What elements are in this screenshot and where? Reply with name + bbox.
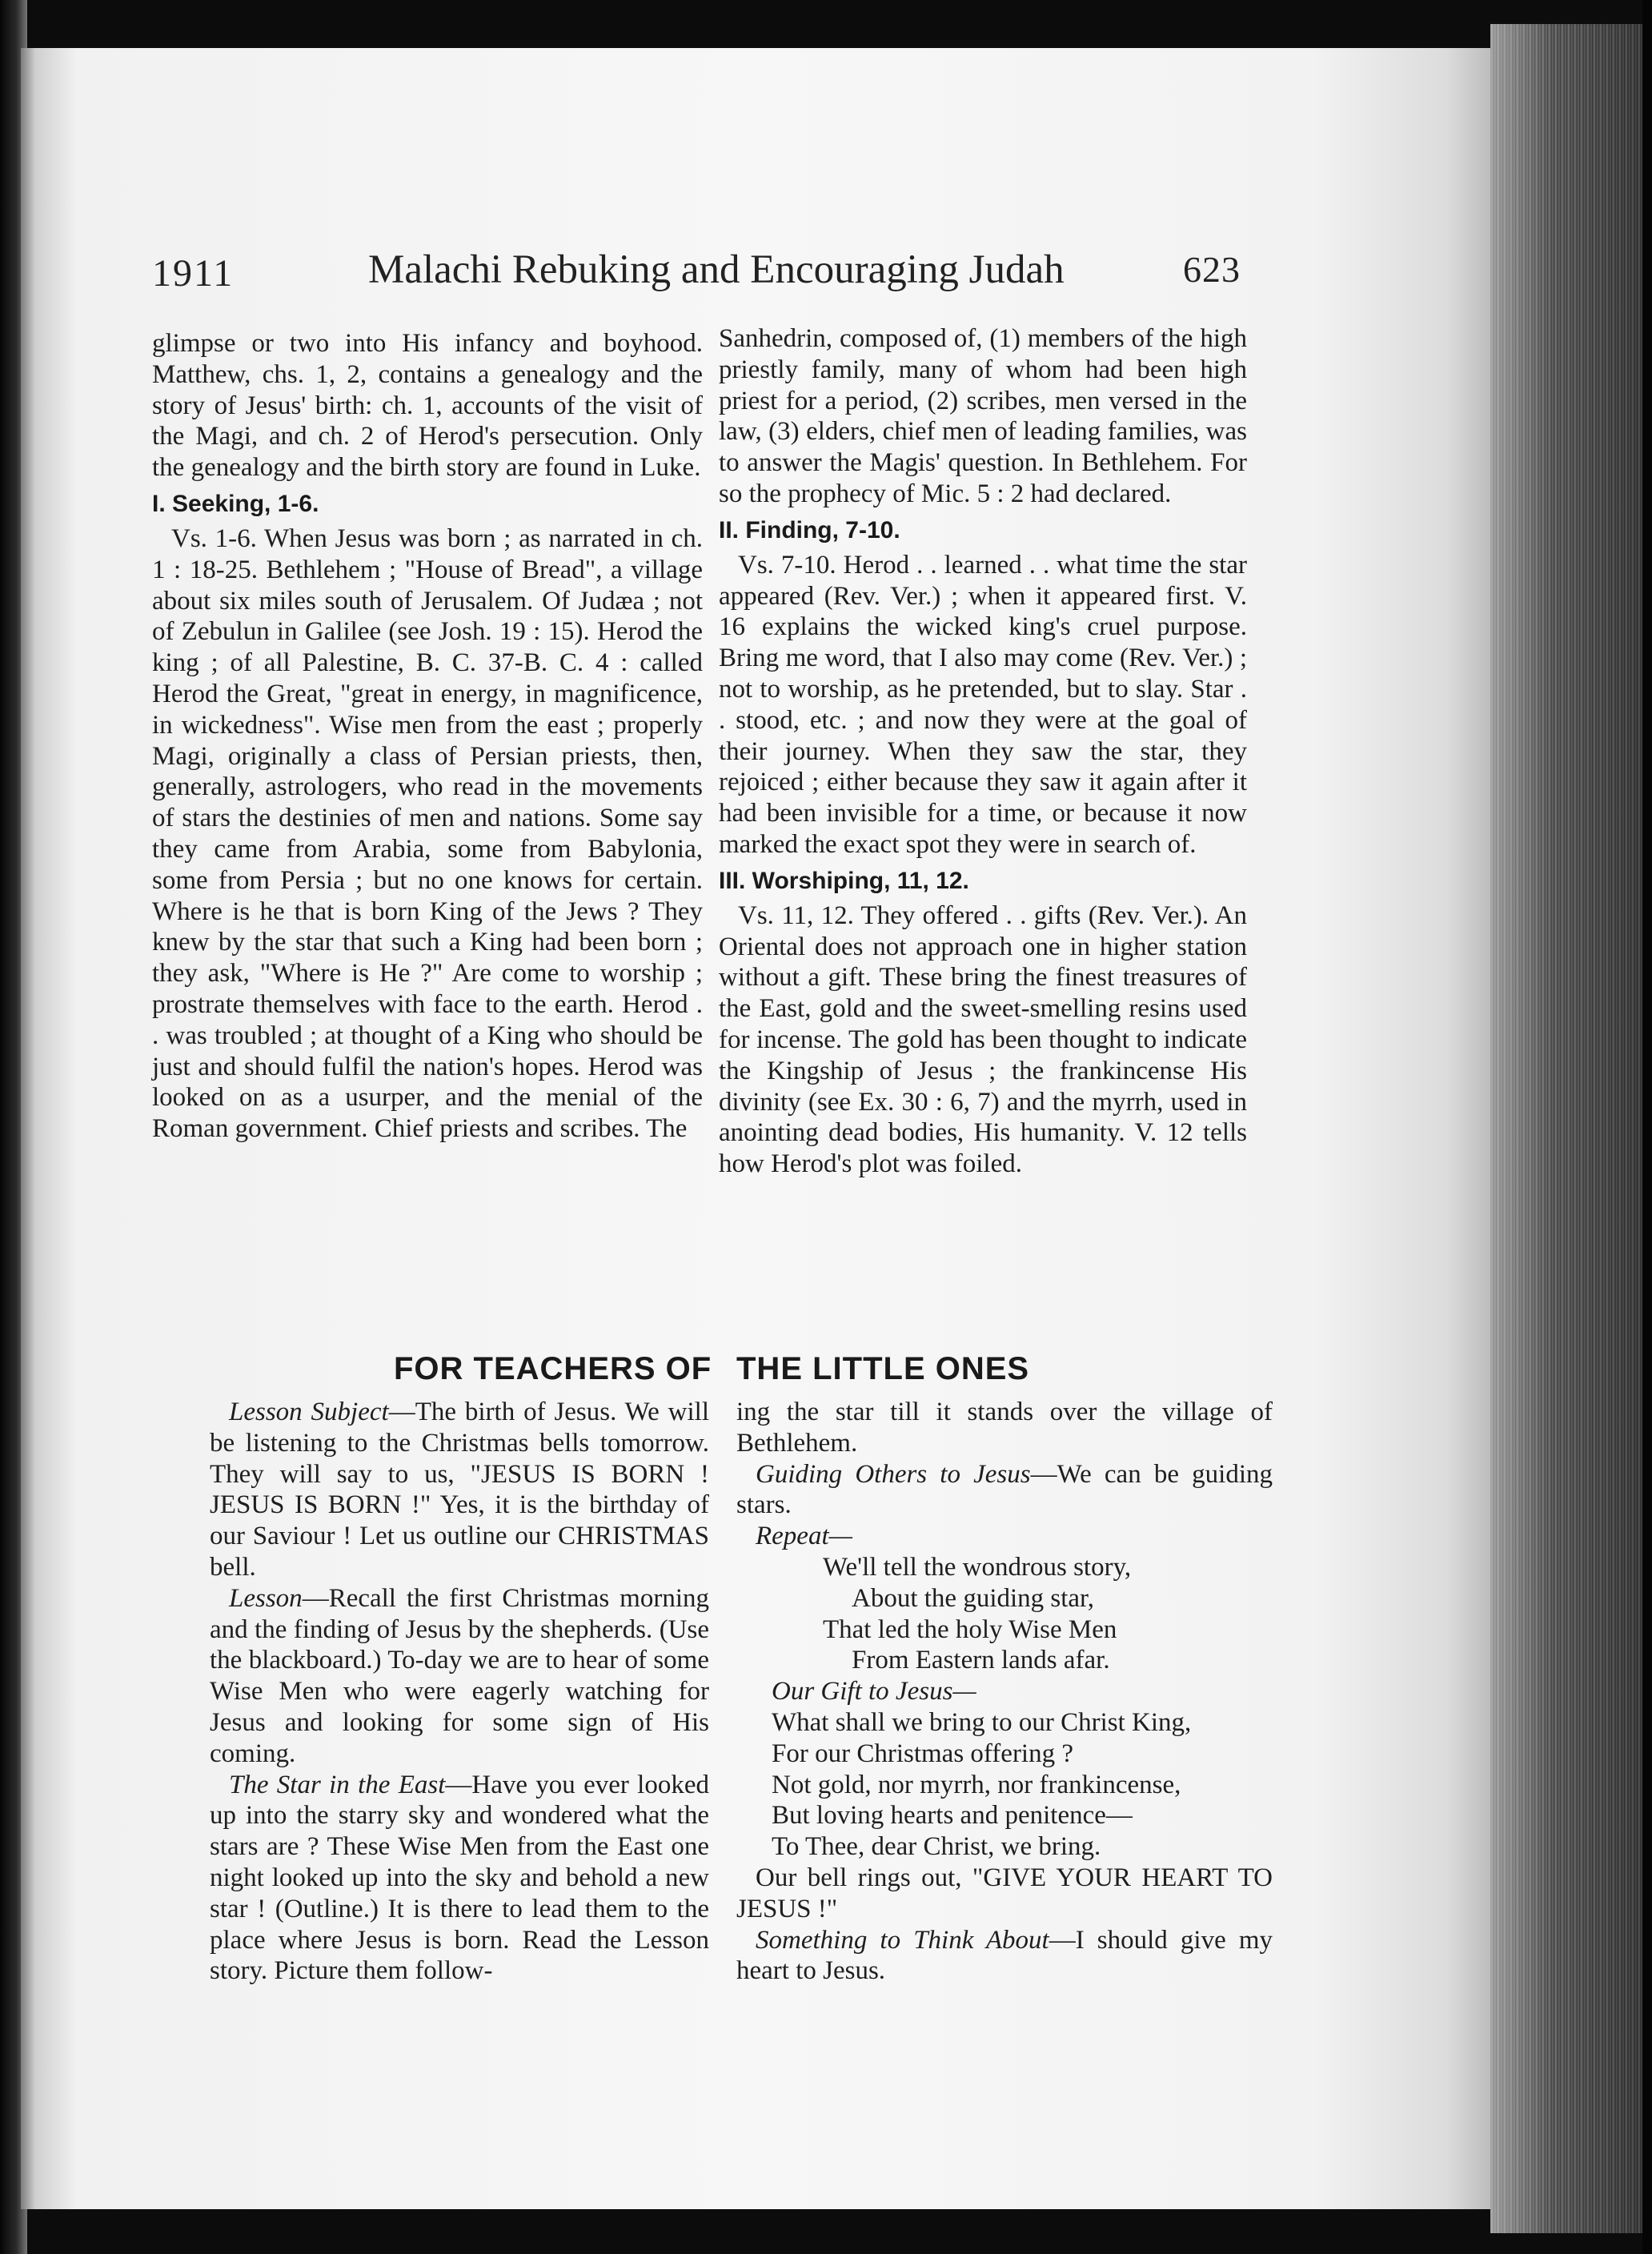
gift-line: What shall we bring to our Christ King,	[772, 1707, 1192, 1737]
gift-line: But loving hearts and penitence—	[772, 1801, 1133, 1831]
seeking-continued-paragraph: Sanhedrin, composed of, (1) members of the high priestly family, many of whom had been high priest for a period, (2) scribes, men versed in the law, (3) elders, chief men of leading families, was to answer the Magis' question. In Bethlehem. For so the prophecy of Mic. 5 : 2 had declared.	[719, 324, 1247, 508]
verse-line: From Eastern lands afar.	[852, 1646, 1110, 1675]
verse-line: We'll tell the wondrous story,	[823, 1552, 1132, 1582]
page-number: 623	[1183, 249, 1241, 290]
running-head-title: Malachi Rebuking and Encouraging Judah	[368, 247, 1065, 292]
verse-line: About the guiding star,	[852, 1583, 1094, 1613]
star-in-east-label: The Star in the East	[229, 1770, 446, 1799]
repeat-label: Repeat—	[756, 1522, 852, 1551]
star-in-east-paragraph	[210, 1770, 709, 1987]
finding-paragraph: Vs. 7-10. Herod . . learned . . what time the star appeared (Rev. Ver.) ; when it appeared first. V. 16 explains the wicked king's cruel purpose. Bring me word, that I also may come (Rev. Ver.) ; not to worship, as he pretended, but to slay. Star . . stood, etc. ; and now they were at the goal of their journey. When they saw the star, they rejoiced ; either because they saw it again after it had been invisible for a time, or because it now marked the exact spot they were in search of.	[719, 550, 1247, 859]
guiding-others-paragraph	[736, 1459, 1273, 1522]
running-head-year: 1911	[152, 252, 235, 295]
section-heading-seeking: I. Seeking, 1-6.	[152, 490, 319, 517]
star-in-east-text: —Have you ever looked up into the starry sky and wondered what the stars are ? These Wise Men from the East one night looked up into the sky and behold a new star ! (Outline.) It is there to lead them to the place where Jesus is born. Read the Lesson story. Picture them follow-	[210, 1770, 709, 1986]
gift-line: To Thee, dear Christ, we bring.	[772, 1832, 1101, 1862]
teachers-heading-part-2: THE LITTLE ONES	[736, 1351, 1030, 1386]
section-heading-finding: II. Finding, 7-10.	[719, 516, 900, 543]
exposition-column-right	[719, 323, 1247, 1180]
think-about-paragraph	[736, 1925, 1273, 1987]
gift-line: Not gold, nor myrrh, nor frankincense,	[772, 1770, 1181, 1799]
gift-line: For our Christmas offering ?	[772, 1739, 1074, 1768]
exposition-column-left	[152, 328, 703, 1145]
teachers-column-right	[736, 1397, 1273, 1987]
running-head	[152, 240, 1257, 304]
teachers-column-left	[210, 1397, 709, 1987]
lesson-subject-text: —The birth of Jesus. We will be listening to the Christmas bells tomorrow. They will say to us, "JESUS IS BORN ! JESUS IS BORN !" Yes, it is the birthday of our Saviour ! Let us outline our CHRISTMAS bell.	[210, 1398, 710, 1582]
think-about-label: Something to Think About	[756, 1925, 1049, 1955]
teachers-heading	[384, 1346, 1105, 1394]
section-heading-worshiping: III. Worshiping, 11, 12.	[719, 867, 969, 894]
lesson-label: Lesson	[229, 1583, 303, 1613]
star-continued-paragraph: ing the star till it stands over the village of Bethlehem.	[736, 1398, 1273, 1458]
verse-line: That led the holy Wise Men	[823, 1614, 1117, 1644]
bell-paragraph: Our bell rings out, "GIVE YOUR HEART TO JESUS !"	[736, 1863, 1273, 1923]
intro-paragraph: glimpse or two into His infancy and boyhood. Matthew, chs. 1, 2, contains a genealogy and the story of Jesus' birth: ch. 1, accounts of the visit of the Magi, and ch. 2 of Herod's persecution. Only the genealogy and the birth story are found in Luke.	[152, 329, 703, 483]
lesson-paragraph	[210, 1583, 709, 1770]
lesson-subject-paragraph	[210, 1397, 709, 1583]
guiding-others-text: —We can be guiding stars.	[736, 1459, 1273, 1520]
guiding-others-label: Guiding Others to Jesus	[756, 1459, 1031, 1489]
lesson-subject-label: Lesson Subject	[229, 1398, 389, 1426]
scan-border	[1642, 0, 1652, 2254]
gift-label: Our Gift to Jesus—	[772, 1677, 976, 1707]
page-stack-shade	[1490, 24, 1642, 2233]
think-about-text: —I should give my heart to Jesus.	[736, 1925, 1273, 1986]
lesson-text: —Recall the first Christmas morning and the finding of Jesus by the shepherds. (Use the blackboard.) To-day we are to hear of some Wise Men who were eagerly watching for Jesus and looking for some sign of His coming.	[210, 1583, 709, 1768]
seeking-paragraph: Vs. 1-6. When Jesus was born ; as narrated in ch. 1 : 18-25. Bethlehem ; "House of Bread", a village about six miles south of Jerusalem. Of Judæa ; not of Zebulun in Galilee (see Josh. 19 : 15). Herod the king ; of all Palestine, B. C. 37-B. C. 4 : called Herod the Great, "great in energy, in magnificence, in wickedness". Wise men from the east ; properly Magi, originally a class of Persian priests, then, generally, astrologers, who read in the movements of stars the destinies of men and nations. Some say they came from Arabia, some from Babylonia, some from Persia ; but no one knows for certain. Where is he that is born King of the Jews ? They knew by the star that such a King had been born ; they ask, "Where is He ?" Are come to worship ; prostrate themselves with face to the earth. Herod . . was troubled ; at thought of a King who should be just and should fulfil the nation's hopes. Herod was looked on as a usurper, and the menial of the Roman government. Chief priests and scribes. The	[152, 523, 703, 1144]
worshiping-paragraph: Vs. 11, 12. They offered . . gifts (Rev. Ver.). An Oriental does not approach one in higher station without a gift. These bring the finest treasures of the East, gold and the sweet-smelling resins used for incense. The gold has been thought to indicate the Kingship of Jesus ; the frankincense His divinity (see Ex. 30 : 6, 7) and the myrrh, used in anointing dead bodies, His humanity. V. 12 tells how Herod's plot was foiled.	[719, 900, 1247, 1179]
teachers-heading-part-1: FOR TEACHERS OF	[394, 1351, 712, 1386]
